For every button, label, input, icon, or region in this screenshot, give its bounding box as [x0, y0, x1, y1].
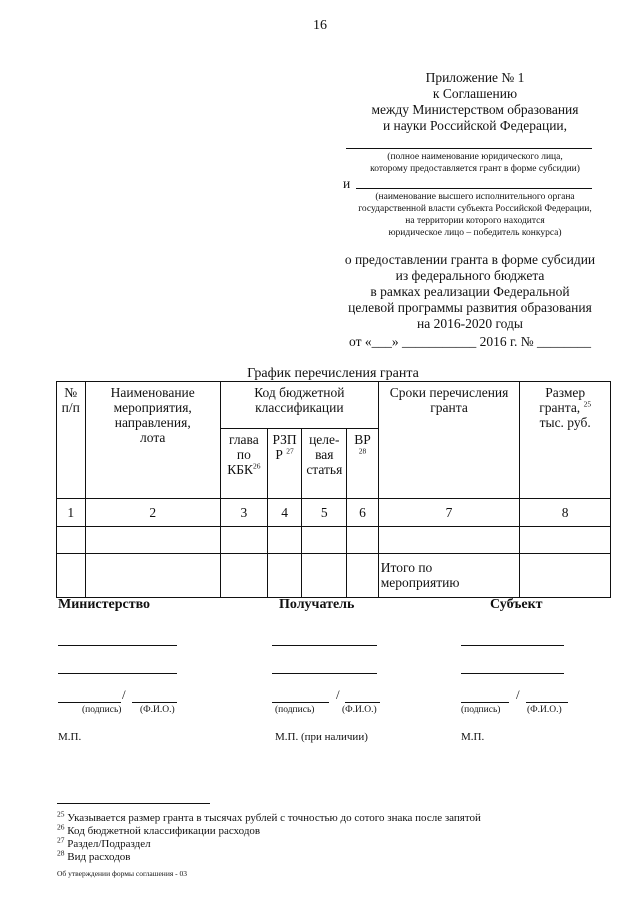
footnote-number: 25	[57, 809, 65, 819]
footnote-text: Вид расходов	[67, 851, 131, 863]
header-text: Р	[275, 446, 283, 462]
header-text	[522, 400, 608, 415]
recipient-signature-line[interactable]	[272, 702, 329, 703]
header-text: КБК	[227, 461, 253, 477]
table-cell[interactable]	[220, 554, 267, 598]
ministry-heading: Министерство	[58, 597, 151, 612]
and-label: и	[343, 176, 351, 191]
table-cell[interactable]	[267, 554, 302, 598]
total-label-text: мероприятию	[380, 575, 460, 590]
header-text: по	[236, 446, 251, 462]
recipient-line-1[interactable]	[272, 645, 377, 646]
table-cell[interactable]	[347, 527, 379, 554]
column-number: 1	[57, 499, 86, 527]
header-text: №	[64, 385, 78, 400]
appendix-line: между Министерством образования	[371, 102, 579, 117]
subject-stamp: М.П.	[461, 731, 485, 743]
purpose-line: из федерального бюджета	[395, 268, 545, 283]
header-text: Код бюджетной	[254, 385, 345, 400]
column-number: 5	[302, 499, 347, 527]
header-text: гранта,	[539, 400, 581, 415]
footnote-number: 28	[57, 848, 65, 858]
header-text: лота	[140, 430, 166, 445]
footnote-ref: 28	[358, 446, 367, 456]
footnote-number: 26	[57, 822, 65, 832]
note-line: на территории которого находится	[405, 216, 545, 226]
header-rzpr	[267, 428, 302, 498]
header-text: направления,	[114, 415, 191, 430]
subject-signature-line[interactable]	[461, 702, 509, 703]
column-number: 3	[220, 499, 267, 527]
ministry-line-1[interactable]	[58, 645, 177, 646]
footnote	[57, 822, 627, 838]
podpis-label: (подпись)	[275, 705, 315, 715]
header-text: целе-	[309, 431, 340, 447]
header-text: вая	[315, 446, 334, 462]
header-text: классификации	[255, 400, 344, 415]
column-number: 6	[347, 499, 379, 527]
appendix-line: и науки Российской Федерации,	[382, 118, 568, 133]
purpose-line: в рамках реализации Федеральной	[370, 284, 570, 299]
ministry-line-2[interactable]	[58, 673, 177, 674]
header-text: глава	[228, 431, 259, 447]
agreement-purpose	[325, 252, 615, 332]
header-cs	[302, 428, 347, 498]
header-text: РЗП	[272, 431, 297, 447]
column-number: 2	[85, 499, 220, 527]
purpose-line: целевой программы развития образования	[348, 300, 592, 315]
table-cell[interactable]	[347, 554, 379, 598]
column-number: 4	[267, 499, 302, 527]
slash: /	[516, 687, 520, 702]
header-kbk-group	[220, 382, 378, 429]
header-text: ВР	[354, 431, 371, 447]
header-razmer	[520, 382, 611, 499]
table-cell[interactable]	[57, 554, 86, 598]
header-text: Наименование	[110, 385, 195, 400]
table-cell[interactable]	[378, 527, 520, 554]
note-line: (наименование высшего исполнительного органа	[375, 192, 575, 202]
recipient-heading: Получатель	[279, 597, 355, 612]
recipient-line-2[interactable]	[272, 673, 377, 674]
table-cell[interactable]	[85, 527, 220, 554]
ministry-stamp: М.П.	[58, 731, 82, 743]
footnote-number: 27	[57, 835, 65, 845]
table-title: График перечисления гранта	[247, 366, 419, 381]
note-line: которому предоставляется грант в форме субсидии)	[370, 164, 580, 174]
header-text: гранта	[430, 400, 468, 415]
appendix-line: к Соглашению	[432, 86, 518, 101]
total-label-text: Итого по	[380, 560, 433, 575]
header-text	[223, 462, 265, 477]
subject-heading: Субъект	[490, 597, 543, 612]
header-vr	[347, 428, 379, 498]
footnote-ref: 26	[252, 461, 261, 471]
fio-label: (Ф.И.О.)	[342, 705, 377, 715]
footnote	[57, 848, 627, 864]
appendix-header	[340, 70, 610, 134]
column-number: 8	[520, 499, 611, 527]
header-sroki	[378, 382, 520, 499]
table-cell[interactable]	[57, 527, 86, 554]
note-line: государственной власти субъекта Российской Федерации,	[358, 204, 592, 214]
grant-schedule-table	[56, 381, 611, 598]
subject-line-1[interactable]	[461, 645, 564, 646]
authority-name-line[interactable]	[356, 188, 592, 189]
table-cell[interactable]	[302, 527, 347, 554]
authority-note	[330, 191, 620, 239]
agreement-date-line: от «___» ___________ 2016 г. № ________	[349, 334, 591, 349]
footnote-separator	[57, 803, 210, 804]
total-label	[378, 554, 520, 598]
footnotes	[57, 809, 627, 864]
footnote-ref: 27	[286, 446, 294, 456]
footnote	[57, 835, 627, 851]
header-text: статья	[306, 461, 343, 477]
note-line: (полное наименование юридического лица,	[387, 152, 563, 162]
fio-label: (Ф.И.О.)	[140, 705, 175, 715]
recipient-fio-line[interactable]	[345, 702, 380, 703]
column-number: 7	[378, 499, 520, 527]
total-value-cell[interactable]	[520, 554, 611, 598]
fio-label: (Ф.И.О.)	[527, 705, 562, 715]
slash: /	[336, 687, 340, 702]
podpis-label: (подпись)	[461, 705, 501, 715]
purpose-line: о предоставлении гранта в форме субсидии	[344, 252, 596, 267]
header-text: мероприятия,	[113, 400, 192, 415]
header-text: Размер	[545, 385, 586, 400]
footnote-text: Указывается размер гранта в тысячах рублей с точностью до сотого знака после запятой	[67, 812, 481, 824]
recipient-note	[340, 151, 610, 175]
subject-line-2[interactable]	[461, 673, 564, 674]
total-row	[57, 554, 611, 598]
footnote-text: Раздел/Подраздел	[67, 838, 151, 850]
header-text: п/п	[61, 400, 80, 415]
appendix-line: Приложение № 1	[425, 70, 525, 85]
header-text	[270, 447, 300, 462]
ministry-signature-line[interactable]	[58, 702, 121, 703]
table-cell[interactable]	[520, 527, 611, 554]
purpose-line: на 2016-2020 годы	[417, 316, 523, 331]
subject-fio-line[interactable]	[526, 702, 568, 703]
page-number: 16	[313, 18, 327, 33]
table-cell[interactable]	[302, 554, 347, 598]
podpis-label: (подпись)	[82, 705, 122, 715]
ministry-fio-line[interactable]	[132, 702, 177, 703]
footnote-ref: 25	[583, 399, 592, 409]
footnote-text: Код бюджетной классификации расходов	[67, 825, 261, 837]
header-glava	[220, 428, 267, 498]
recipient-name-line[interactable]	[346, 148, 592, 149]
column-number-row	[57, 499, 611, 527]
footer-note: Об утверждении формы соглашения - 03	[57, 869, 188, 878]
recipient-stamp: М.П. (при наличии)	[275, 731, 368, 743]
table-cell[interactable]	[220, 527, 267, 554]
footnote	[57, 809, 627, 825]
table-row	[57, 527, 611, 554]
note-line: юридическое лицо – победитель конкурса)	[388, 228, 562, 238]
header-text: тыс. руб.	[539, 415, 591, 430]
header-name	[85, 382, 220, 499]
table-cell[interactable]	[85, 554, 220, 598]
slash: /	[122, 687, 126, 702]
header-num	[57, 382, 86, 499]
header-text: Сроки перечисления	[389, 385, 509, 400]
table-cell[interactable]	[267, 527, 302, 554]
